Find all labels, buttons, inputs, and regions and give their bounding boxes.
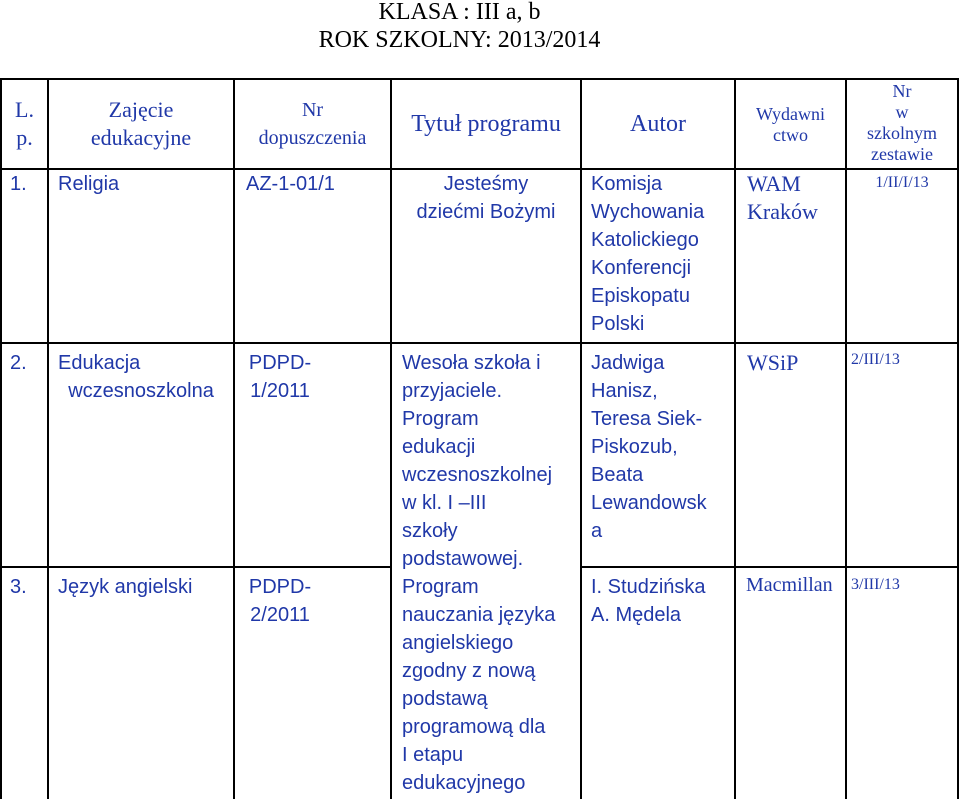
row1-author-line: Wychowania [591, 201, 705, 223]
row2-lp: 2. [10, 352, 27, 374]
row1-set-number: 1/II/I/13 [875, 174, 929, 191]
header-set-line: Nr [892, 81, 912, 101]
row3-title-line: zgodny z nową [402, 660, 536, 682]
row1-title [392, 170, 580, 226]
header-program-title: Tytuł programu [411, 111, 561, 137]
row3-lp: 3. [10, 576, 27, 598]
row2-title [402, 349, 552, 573]
header-permit-line: dopuszczenia [258, 127, 367, 149]
row2-author [591, 349, 707, 545]
row1-author-line: Katolickiego [591, 229, 699, 251]
row2-set-number: 2/III/13 [851, 351, 900, 368]
row3-title-line: edukacyjnego [402, 772, 526, 794]
row2-title-line: podstawowej. [402, 548, 524, 570]
row3-author [591, 573, 706, 629]
row2-subject [49, 349, 233, 405]
row2-subject-line: Edukacja [58, 352, 141, 374]
header-lp-line: p. [16, 125, 33, 150]
header-author: Autor [630, 111, 686, 137]
row2-title-line: Program [402, 408, 479, 430]
row3-subject: Język angielski [58, 576, 193, 598]
row2-border [0, 566, 390, 568]
row1-title-line: dziećmi Bożymi [416, 201, 556, 223]
header-set-line: szkolnym [867, 123, 937, 143]
row3-permit [235, 573, 325, 629]
row2-title-line: szkoły [402, 520, 458, 542]
header-lp-line: L. [15, 97, 34, 122]
row2-author-line: a [591, 520, 603, 542]
header-set-number [847, 81, 957, 165]
row2-author-line: Hanisz, [591, 380, 658, 402]
row2-border [580, 566, 959, 568]
row3-publisher: Macmillan [746, 574, 833, 596]
row2-title-line: wczesnoszkolnej [402, 464, 553, 486]
column-divider [47, 78, 49, 799]
row1-author [591, 170, 704, 338]
row1-permit: AZ-1-01/1 [246, 173, 335, 195]
header-subject [49, 96, 233, 152]
row1-author-line: Konferencji [591, 257, 692, 279]
header-lp [2, 96, 47, 152]
row2-permit [235, 349, 325, 405]
row3-permit-line: 2/2011 [250, 604, 310, 626]
row2-author-line: Piskozub, [591, 436, 678, 458]
header-publisher-line: Wydawni [756, 104, 825, 124]
row2-author-line: Lewandowsk [591, 492, 707, 514]
document-title-class: KLASA : III a, b [378, 0, 541, 25]
row3-title-line: angielskiego [402, 632, 514, 654]
row2-title-line: przyjaciele. [402, 380, 503, 402]
header-permit [235, 96, 390, 152]
row3-title-line: programową dla [402, 716, 546, 738]
row1-subject: Religia [58, 173, 120, 195]
row1-border [0, 342, 959, 344]
row2-permit-line: 1/2011 [250, 380, 310, 402]
row1-title-line: Jesteśmy [443, 173, 529, 195]
row1-lp: 1. [10, 173, 27, 195]
row3-title-line: Program [402, 576, 479, 598]
row2-title-line: Wesoła szkoła i [402, 352, 541, 374]
row3-author-line: I. Studzińska [591, 576, 706, 598]
table-left-border [0, 78, 2, 799]
row2-title-line: edukacji [402, 436, 476, 458]
header-set-line: w [895, 102, 909, 122]
row1-author-line: Polski [591, 313, 645, 335]
row1-publisher-line: Kraków [747, 199, 818, 224]
table-top-border [0, 78, 959, 80]
column-divider [734, 78, 736, 799]
row3-title-line: nauczania języka [402, 604, 556, 626]
row1-author-line: Komisja [591, 173, 663, 195]
document-title-school-year: ROK SZKOLNY: 2013/2014 [318, 27, 601, 53]
row3-title-line: I etapu [402, 744, 464, 766]
column-divider [233, 78, 235, 799]
header-permit-line: Nr [301, 99, 324, 121]
row2-publisher: WSiP [747, 350, 799, 375]
row1-author-line: Episkopatu [591, 285, 690, 307]
row3-title [402, 573, 555, 797]
header-subject-line: edukacyjne [90, 125, 192, 150]
row2-permit-line: PDPD- [248, 352, 312, 374]
row3-permit-line: PDPD- [248, 576, 312, 598]
header-publisher-line: ctwo [773, 125, 808, 145]
column-divider [580, 78, 582, 799]
header-subject-line: Zajęcie [108, 97, 174, 122]
row2-subject-line: wczesnoszkolna [68, 380, 214, 402]
row1-publisher-line: WAM [747, 171, 801, 196]
row3-author-line: A. Mędela [591, 604, 682, 626]
row1-publisher [747, 170, 818, 226]
header-publisher [736, 104, 845, 146]
row2-author-line: Teresa Siek- [591, 408, 703, 430]
row2-author-line: Jadwiga [591, 352, 665, 374]
row2-author-line: Beata [591, 464, 644, 486]
header-set-line: zestawie [871, 144, 933, 164]
row3-set-number: 3/III/13 [851, 576, 900, 593]
row3-title-line: podstawą [402, 688, 488, 710]
row2-title-line: w kl. I –III [402, 492, 487, 514]
